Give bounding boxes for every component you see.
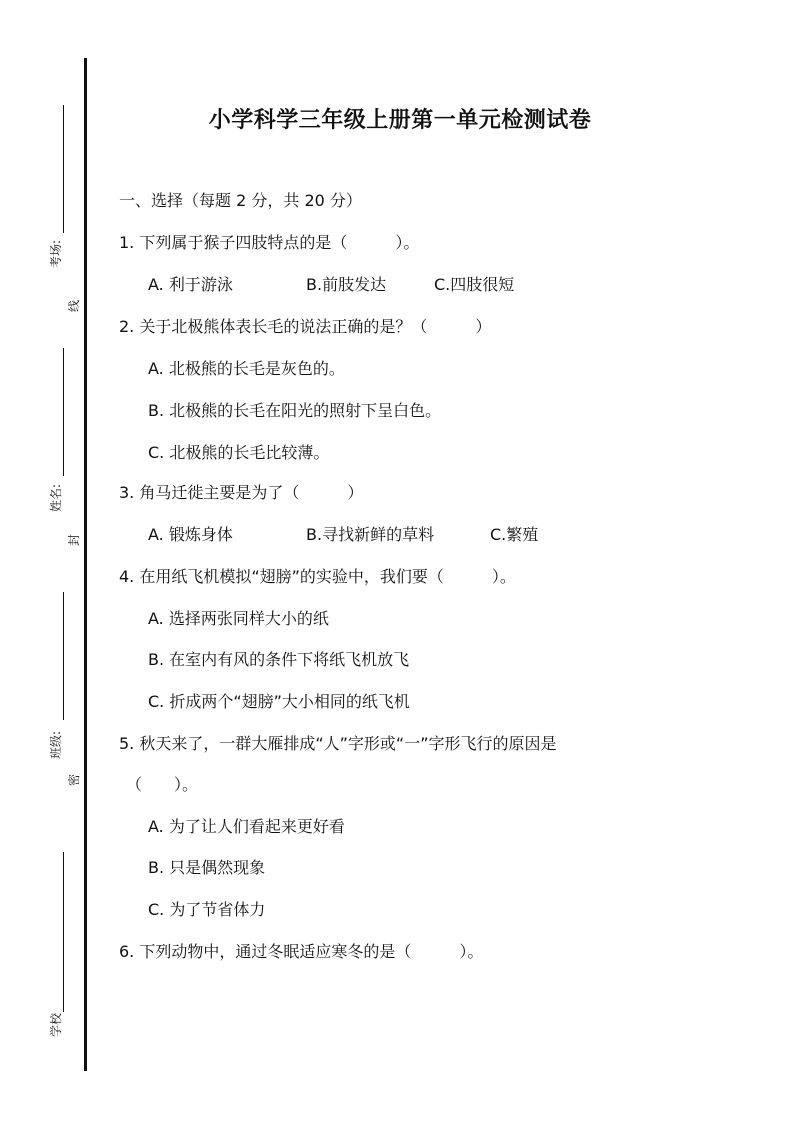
class-blank[interactable] [63, 592, 64, 720]
question-4: 4. 在用纸飞机模拟“翅膀”的实验中，我们要（ ）。 [119, 567, 516, 586]
q3-option-a[interactable]: A. 锻炼身体 [148, 525, 233, 544]
q3-option-c[interactable]: C.繁殖 [490, 525, 539, 544]
q4-option-c[interactable]: C. 折成两个“翅膀”大小相同的纸飞机 [148, 692, 410, 711]
q1-option-c[interactable]: C.四肢很短 [434, 275, 515, 294]
school-blank[interactable] [63, 852, 64, 1012]
question-5-cont: （ ）。 [126, 775, 199, 794]
question-5: 5. 秋天来了，一群大雁排成“人”字形或“一”字形飞行的原因是 [119, 734, 557, 753]
exam-room-label: 考场: [49, 239, 63, 269]
mark-line: 线 [67, 300, 81, 313]
binding-line [84, 58, 87, 1071]
question-3: 3. 角马迁徙主要是为了（ ） [119, 483, 364, 502]
q3-option-b[interactable]: B.寻找新鲜的草料 [306, 525, 435, 544]
question-6: 6. 下列动物中，通过冬眠适应寒冬的是（ ）。 [119, 942, 484, 961]
page-title: 小学科学三年级上册第一单元检测试卷 [208, 108, 592, 133]
q5-option-a[interactable]: A. 为了让人们看起来更好看 [148, 817, 345, 836]
name-label: 姓名: [49, 483, 63, 513]
mark-close: 密 [67, 774, 81, 787]
question-2: 2. 关于北极熊体表长毛的说法正确的是？（ ） [119, 317, 492, 336]
q1-option-b[interactable]: B.前肢发达 [306, 275, 387, 294]
question-1: 1. 下列属于猴子四肢特点的是（ ）。 [119, 233, 420, 252]
q4-option-b[interactable]: B. 在室内有风的条件下将纸飞机放飞 [148, 650, 410, 669]
class-label: 班级: [49, 730, 63, 760]
q2-option-b[interactable]: B. 北极熊的长毛在阳光的照射下呈白色。 [148, 401, 442, 420]
question-1-options [148, 272, 514, 295]
section-heading: 一、选择（每题 2 分，共 20 分） [119, 191, 362, 210]
question-3-options [148, 522, 538, 545]
school-label: 学校 [49, 1013, 63, 1038]
q4-option-a[interactable]: A. 选择两张同样大小的纸 [148, 609, 329, 628]
q5-option-c[interactable]: C. 为了节省体力 [148, 900, 266, 919]
mark-seal: 封 [67, 534, 81, 547]
exam-room-blank[interactable] [63, 105, 64, 233]
q2-option-c[interactable]: C. 北极熊的长毛比较薄。 [148, 443, 330, 462]
name-blank[interactable] [63, 348, 64, 476]
q2-option-a[interactable]: A. 北极熊的长毛是灰色的。 [148, 359, 345, 378]
q5-option-b[interactable]: B. 只是偶然现象 [148, 858, 266, 877]
q1-option-a[interactable]: A. 利于游泳 [148, 275, 233, 294]
